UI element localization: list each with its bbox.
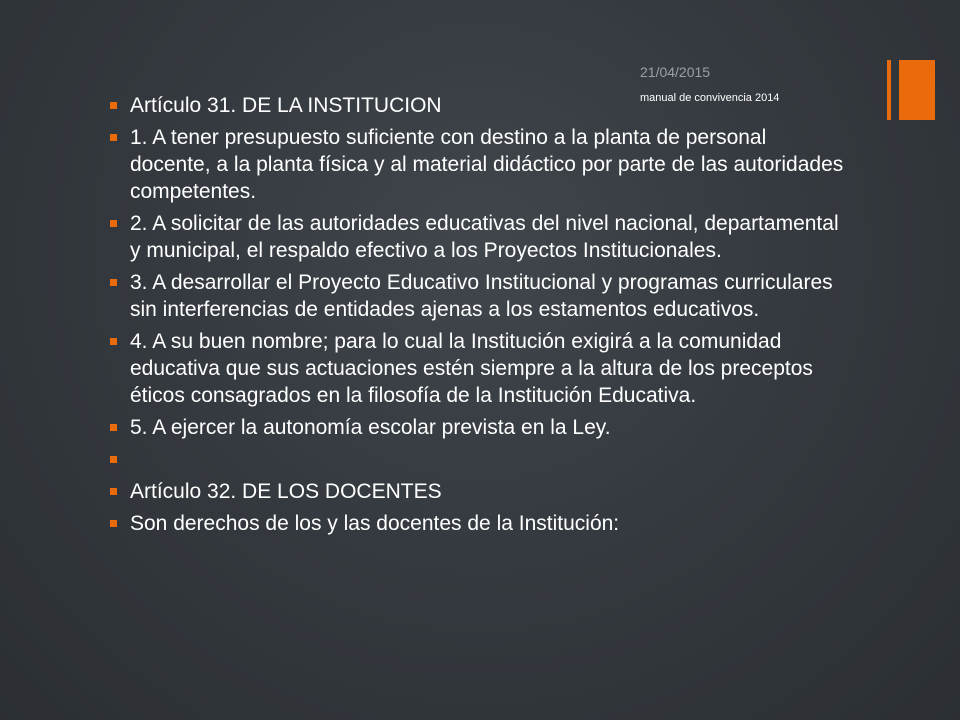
orange-square-bullet-icon (110, 279, 117, 286)
bullet-text: 3. A desarrollar el Proyecto Educativo Institucional y programas curriculares sin interferencias de entidades ajenas a los estamentos educativos. (130, 271, 833, 321)
bullet-text: Son derechos de los y las docentes de la Institución: (130, 512, 620, 535)
bullet-item-empty (110, 446, 850, 473)
bullet-item (110, 210, 850, 264)
bullet-item (110, 414, 850, 441)
bullet-text: Artículo 32. DE LOS DOCENTES (130, 480, 442, 503)
bullet-text: 5. A ejercer la autonomía escolar prevista en la Ley. (130, 416, 611, 439)
bullet-text (130, 446, 850, 473)
bullet-text: 2. A solicitar de las autoridades educativas del nivel nacional, departamental y municipal, el respaldo efectivo a los Proyectos Institucionales. (130, 212, 839, 262)
bullet-item (110, 478, 850, 505)
bullet-item (110, 328, 850, 409)
bullet-item (110, 269, 850, 323)
orange-square-bullet-icon (110, 134, 117, 141)
slide-footer-text: manual de convivencia 2014 (640, 92, 780, 104)
bullet-item (110, 124, 850, 205)
bullet-item (110, 510, 850, 537)
orange-square-bullet-icon (110, 338, 117, 345)
bullet-text: 4. A su buen nombre; para lo cual la Institución exigirá a la comunidad educativa que sus actuaciones estén siempre a la altura de los preceptos éticos consagrados en la filosofía de la Institución Educativa. (130, 330, 813, 407)
bullet-item (110, 92, 850, 119)
orange-square-bullet-icon (110, 424, 117, 431)
accent-bar-thick (899, 60, 935, 120)
slide-date: 21/04/2015 (640, 64, 711, 80)
orange-square-bullet-icon (110, 520, 117, 527)
accent-bar-thin (887, 60, 891, 120)
bullet-list (110, 92, 850, 542)
orange-square-bullet-icon (110, 488, 117, 495)
bullet-text: 1. A tener presupuesto suficiente con destino a la planta de personal docente, a la planta física y al material didáctico por parte de las autoridades competentes. (130, 126, 844, 203)
orange-square-bullet-icon (110, 102, 117, 109)
bullet-text: Artículo 31. DE LA INSTITUCION (130, 94, 442, 117)
orange-square-bullet-icon (110, 220, 117, 227)
orange-square-bullet-icon (110, 456, 117, 463)
